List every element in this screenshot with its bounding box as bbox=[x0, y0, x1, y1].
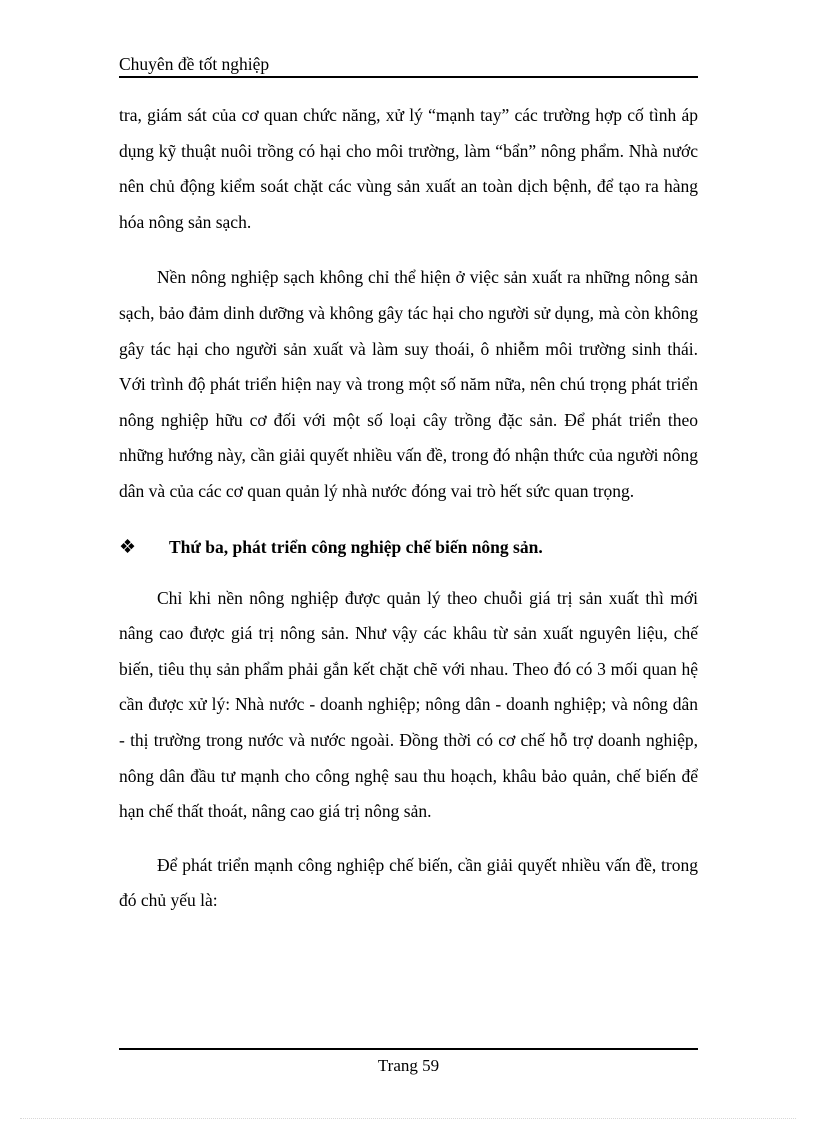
header-title: Chuyên đề tốt nghiệp bbox=[119, 54, 270, 74]
page-content bbox=[119, 98, 698, 919]
section-heading bbox=[119, 530, 698, 565]
paragraph-continuation: tra, giám sát của cơ quan chức năng, xử lý “mạnh tay” các trường hợp cố tình áp dụng kỹ thuật nuôi trồng có hại cho môi trường, làm “bẩn” nông phẩm. Nhà nước nên chủ động kiểm soát chặt các vùng sản xuất an toàn dịch bệnh, để tạo ra hàng hóa nông sản sạch. bbox=[119, 105, 698, 232]
page-bottom-divider bbox=[20, 1118, 796, 1119]
paragraph-processing-industry: Để phát triển mạnh công nghiệp chế biến, cần giải quyết nhiều vấn đề, trong đó chủ yếu là: bbox=[119, 854, 698, 911]
page-footer bbox=[119, 1048, 698, 1078]
page-number: Trang 59 bbox=[377, 1056, 440, 1075]
page-header bbox=[119, 52, 698, 78]
diamond-bullet-icon: ❖ bbox=[119, 536, 137, 558]
paragraph-value-chain: Chỉ khi nền nông nghiệp được quản lý theo chuỗi giá trị sản xuất thì mới nâng cao được giá trị nông sản. Như vậy các khâu từ sản xuất nguyên liệu, chế biến, tiêu thụ sản phẩm phải gắn kết chặt chẽ với nhau. Theo đó có 3 mối quan hệ cần được xử lý: Nhà nước - doanh nghiệp; nông dân - doanh nghiệp; và nông dân - thị trường trong nước và nước ngoài. Đồng thời có cơ chế hỗ trợ doanh nghiệp, nông dân đầu tư mạnh cho công nghệ sau thu hoạch, khâu bảo quản, chế biến để hạn chế thất thoát, nâng cao giá trị nông sản. bbox=[119, 587, 698, 822]
section-heading-text: Thứ ba, phát triển công nghiệp chế biến nông sản. bbox=[169, 536, 543, 557]
paragraph-clean-agriculture: Nền nông nghiệp sạch không chỉ thể hiện ở việc sản xuất ra những nông sản sạch, bảo đảm dinh dưỡng và không gây tác hại cho người sử dụng, mà còn không gây tác hại cho người sản xuất và làm suy thoái, ô nhiễm môi trường sinh thái. Với trình độ phát triển hiện nay và trong một số năm nữa, nên chú trọng phát triển nông nghiệp hữu cơ đối với một số loại cây trồng đặc sản. Để phát triển theo những hướng này, cần giải quyết nhiều vấn đề, trong đó nhận thức của người nông dân và của các cơ quan quản lý nhà nước đóng vai trò hết sức quan trọng. bbox=[119, 267, 698, 501]
